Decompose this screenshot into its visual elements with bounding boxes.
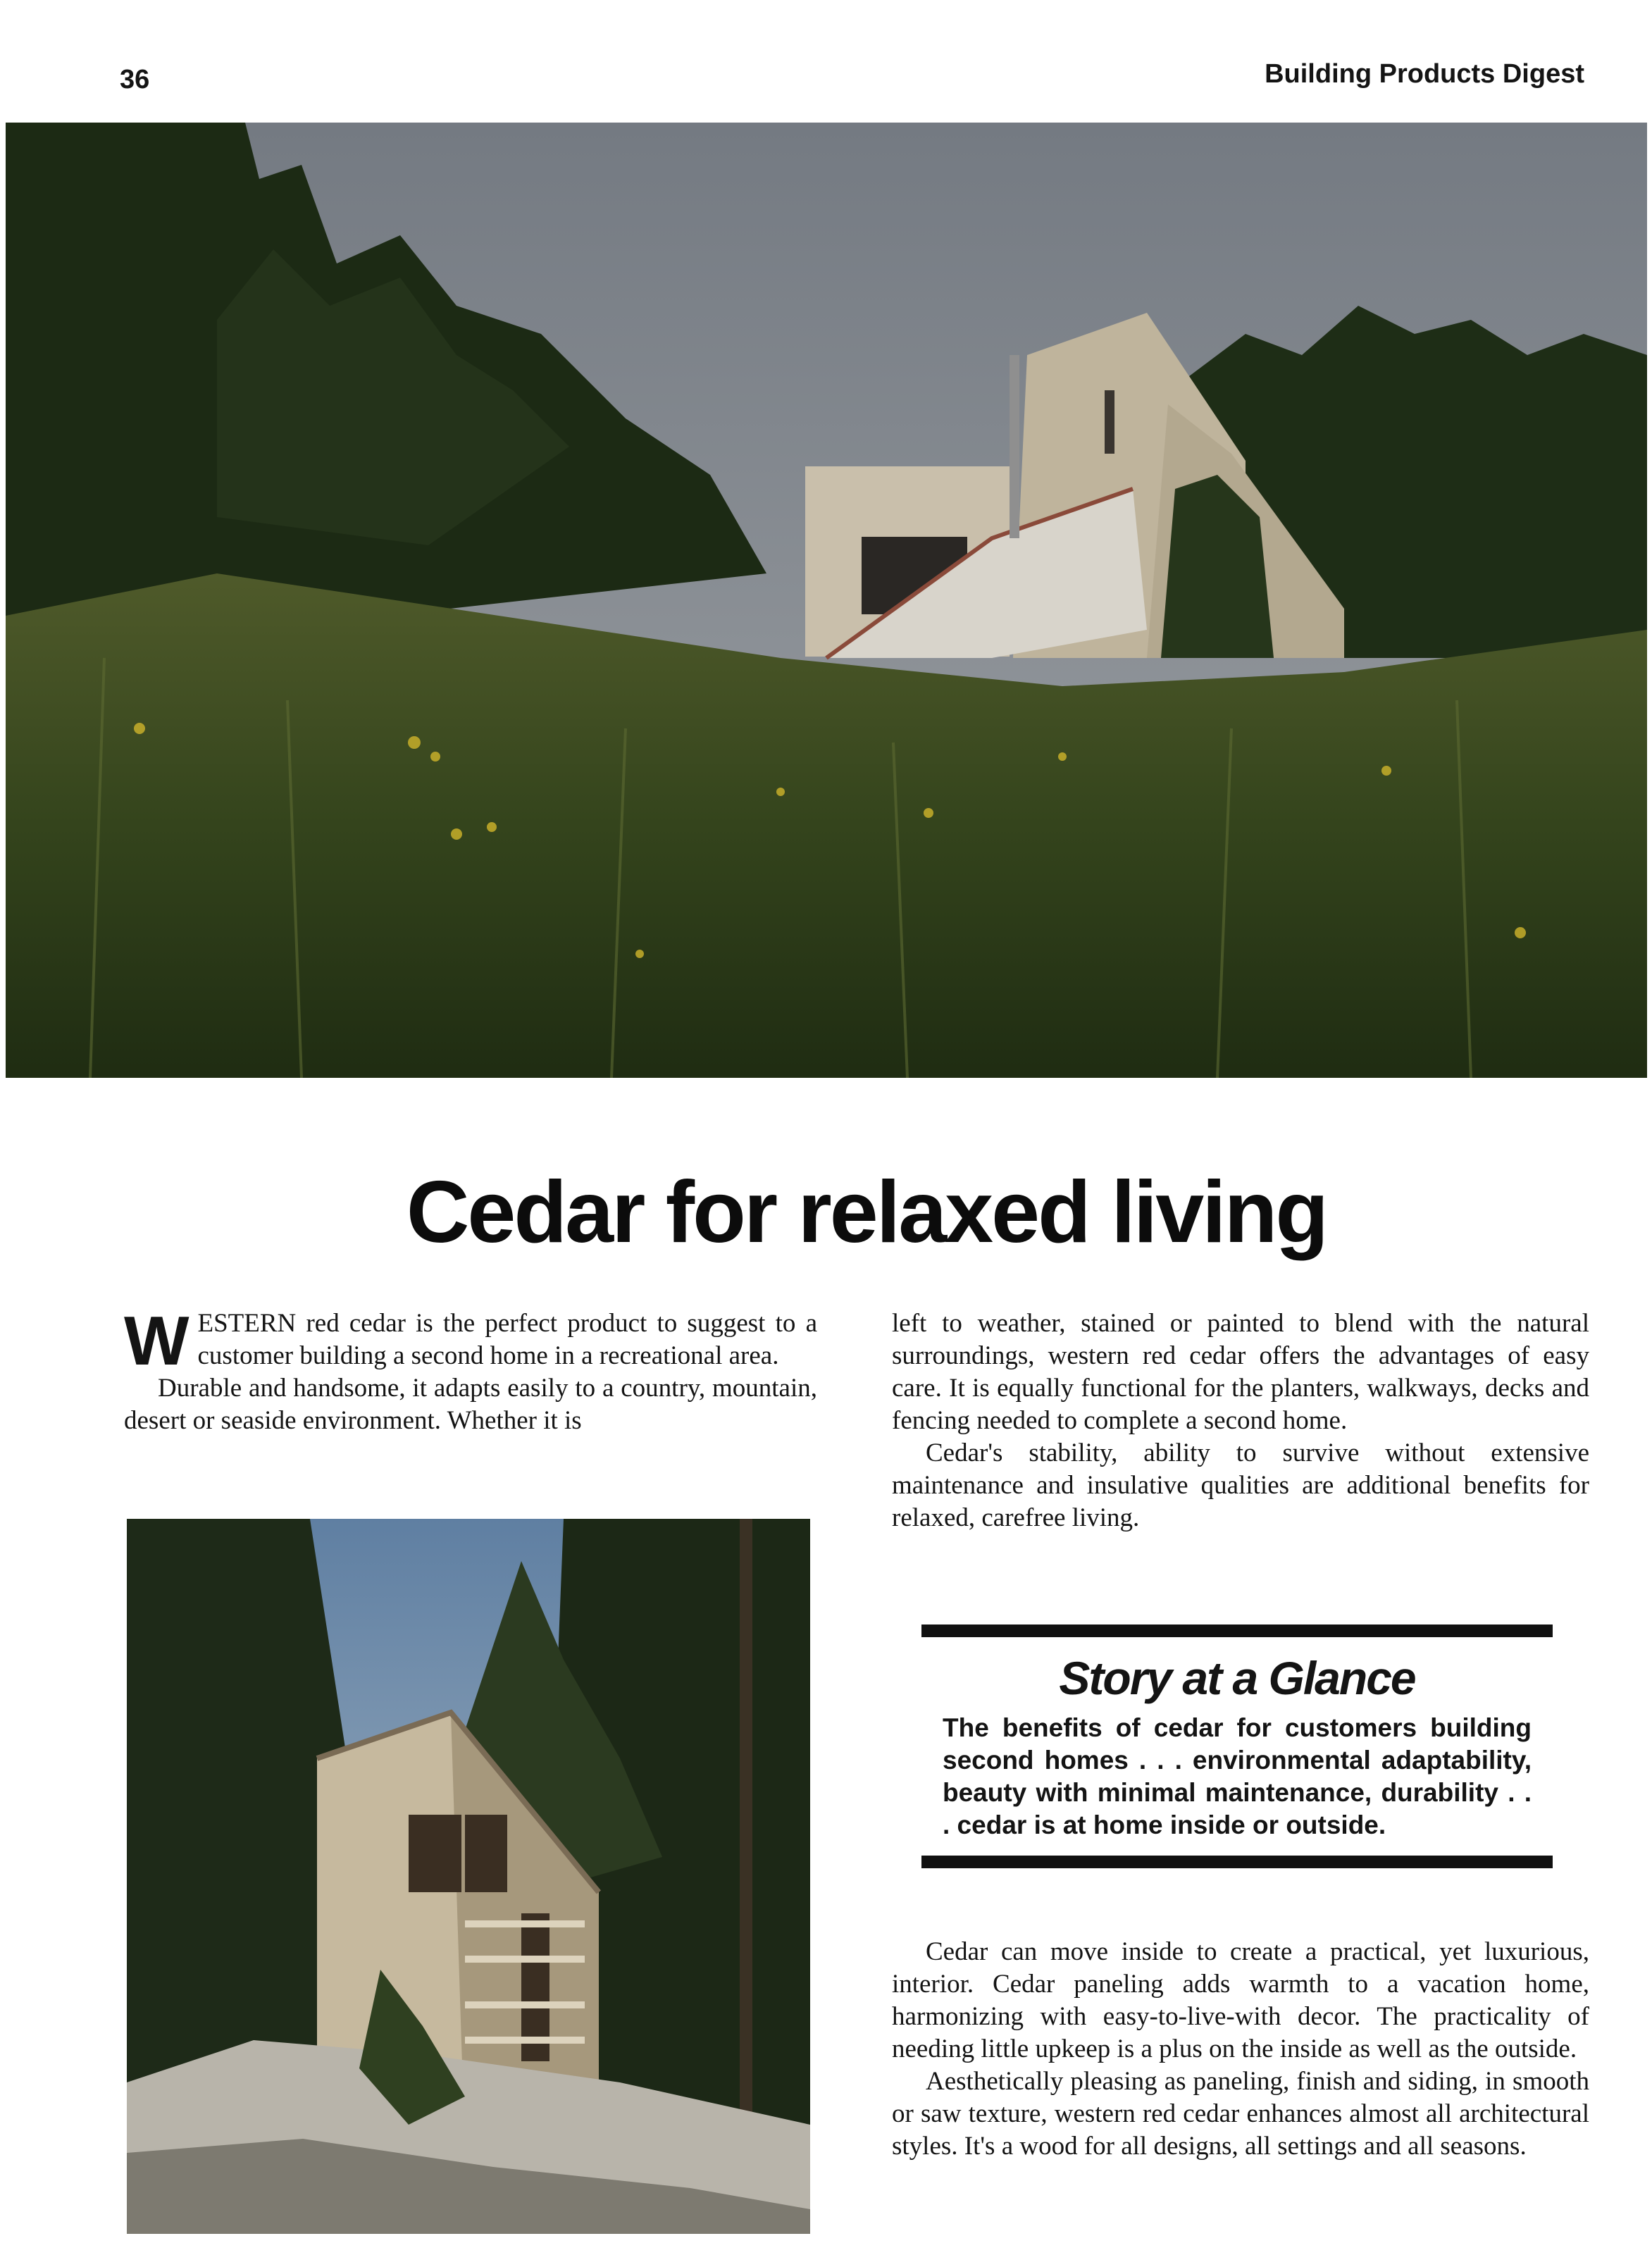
sidebar-title: Story at a Glance [1059,1652,1415,1704]
paragraph-3: Cedar's stability, ability to survive without extensive maintenance and insulative qualities are additional benefits for relaxed, carefree living. [892,1439,1589,1532]
article-column-right-bottom [892,1936,1589,2163]
paragraph-4: Cedar can move inside to create a practical, yet luxurious, interior. Cedar paneling adds warmth to a vacation home, harmonizing with easy-to-live-with decor. The practicality of needing little upkeep is a plus on the inside as well as the outside. [892,1937,1589,2063]
article-headline: Cedar for relaxed living [406,1164,1327,1261]
paragraph-2-continued: left to weather, stained or painted to blend with the natural surroundings, western red cedar offers the advantages of easy care. It is equally functional for the planters, walkways, decks and fencing needed to complete a second home. [892,1309,1589,1435]
drop-cap: W [124,1302,190,1379]
publication-name: Building Products Digest [1265,59,1584,89]
paragraph-5: Aesthetically pleasing as paneling, finish and siding, in smooth or saw texture, western red cedar enhances almost all architectural styles. It's a wood for all designs, all settings and all seasons. [892,2067,1589,2161]
article-column-left [124,1302,817,1437]
story-at-a-glance-box [921,1625,1553,1868]
page-number: 36 [120,65,150,94]
cedar-house-meadow-photo [6,123,1647,1078]
sidebar-bottom-rule [921,1856,1553,1868]
paragraph-1: WESTERN red cedar is the perfect product to suggest to a customer building a second home in a recreational area. [124,1302,817,1379]
paragraph-2: Durable and handsome, it adapts easily to a country, mountain, desert or seaside environment. Whether it is [124,1374,817,1435]
sidebar-top-rule [921,1625,1553,1637]
cedar-house-forest-photo [127,1519,810,2234]
sidebar-summary: The benefits of cedar for customers building second homes . . . environmental adaptability, beauty with minimal maintenance, durability . . . cedar is at home inside or outside. [943,1713,1532,1839]
article-column-right-top [892,1307,1589,1534]
